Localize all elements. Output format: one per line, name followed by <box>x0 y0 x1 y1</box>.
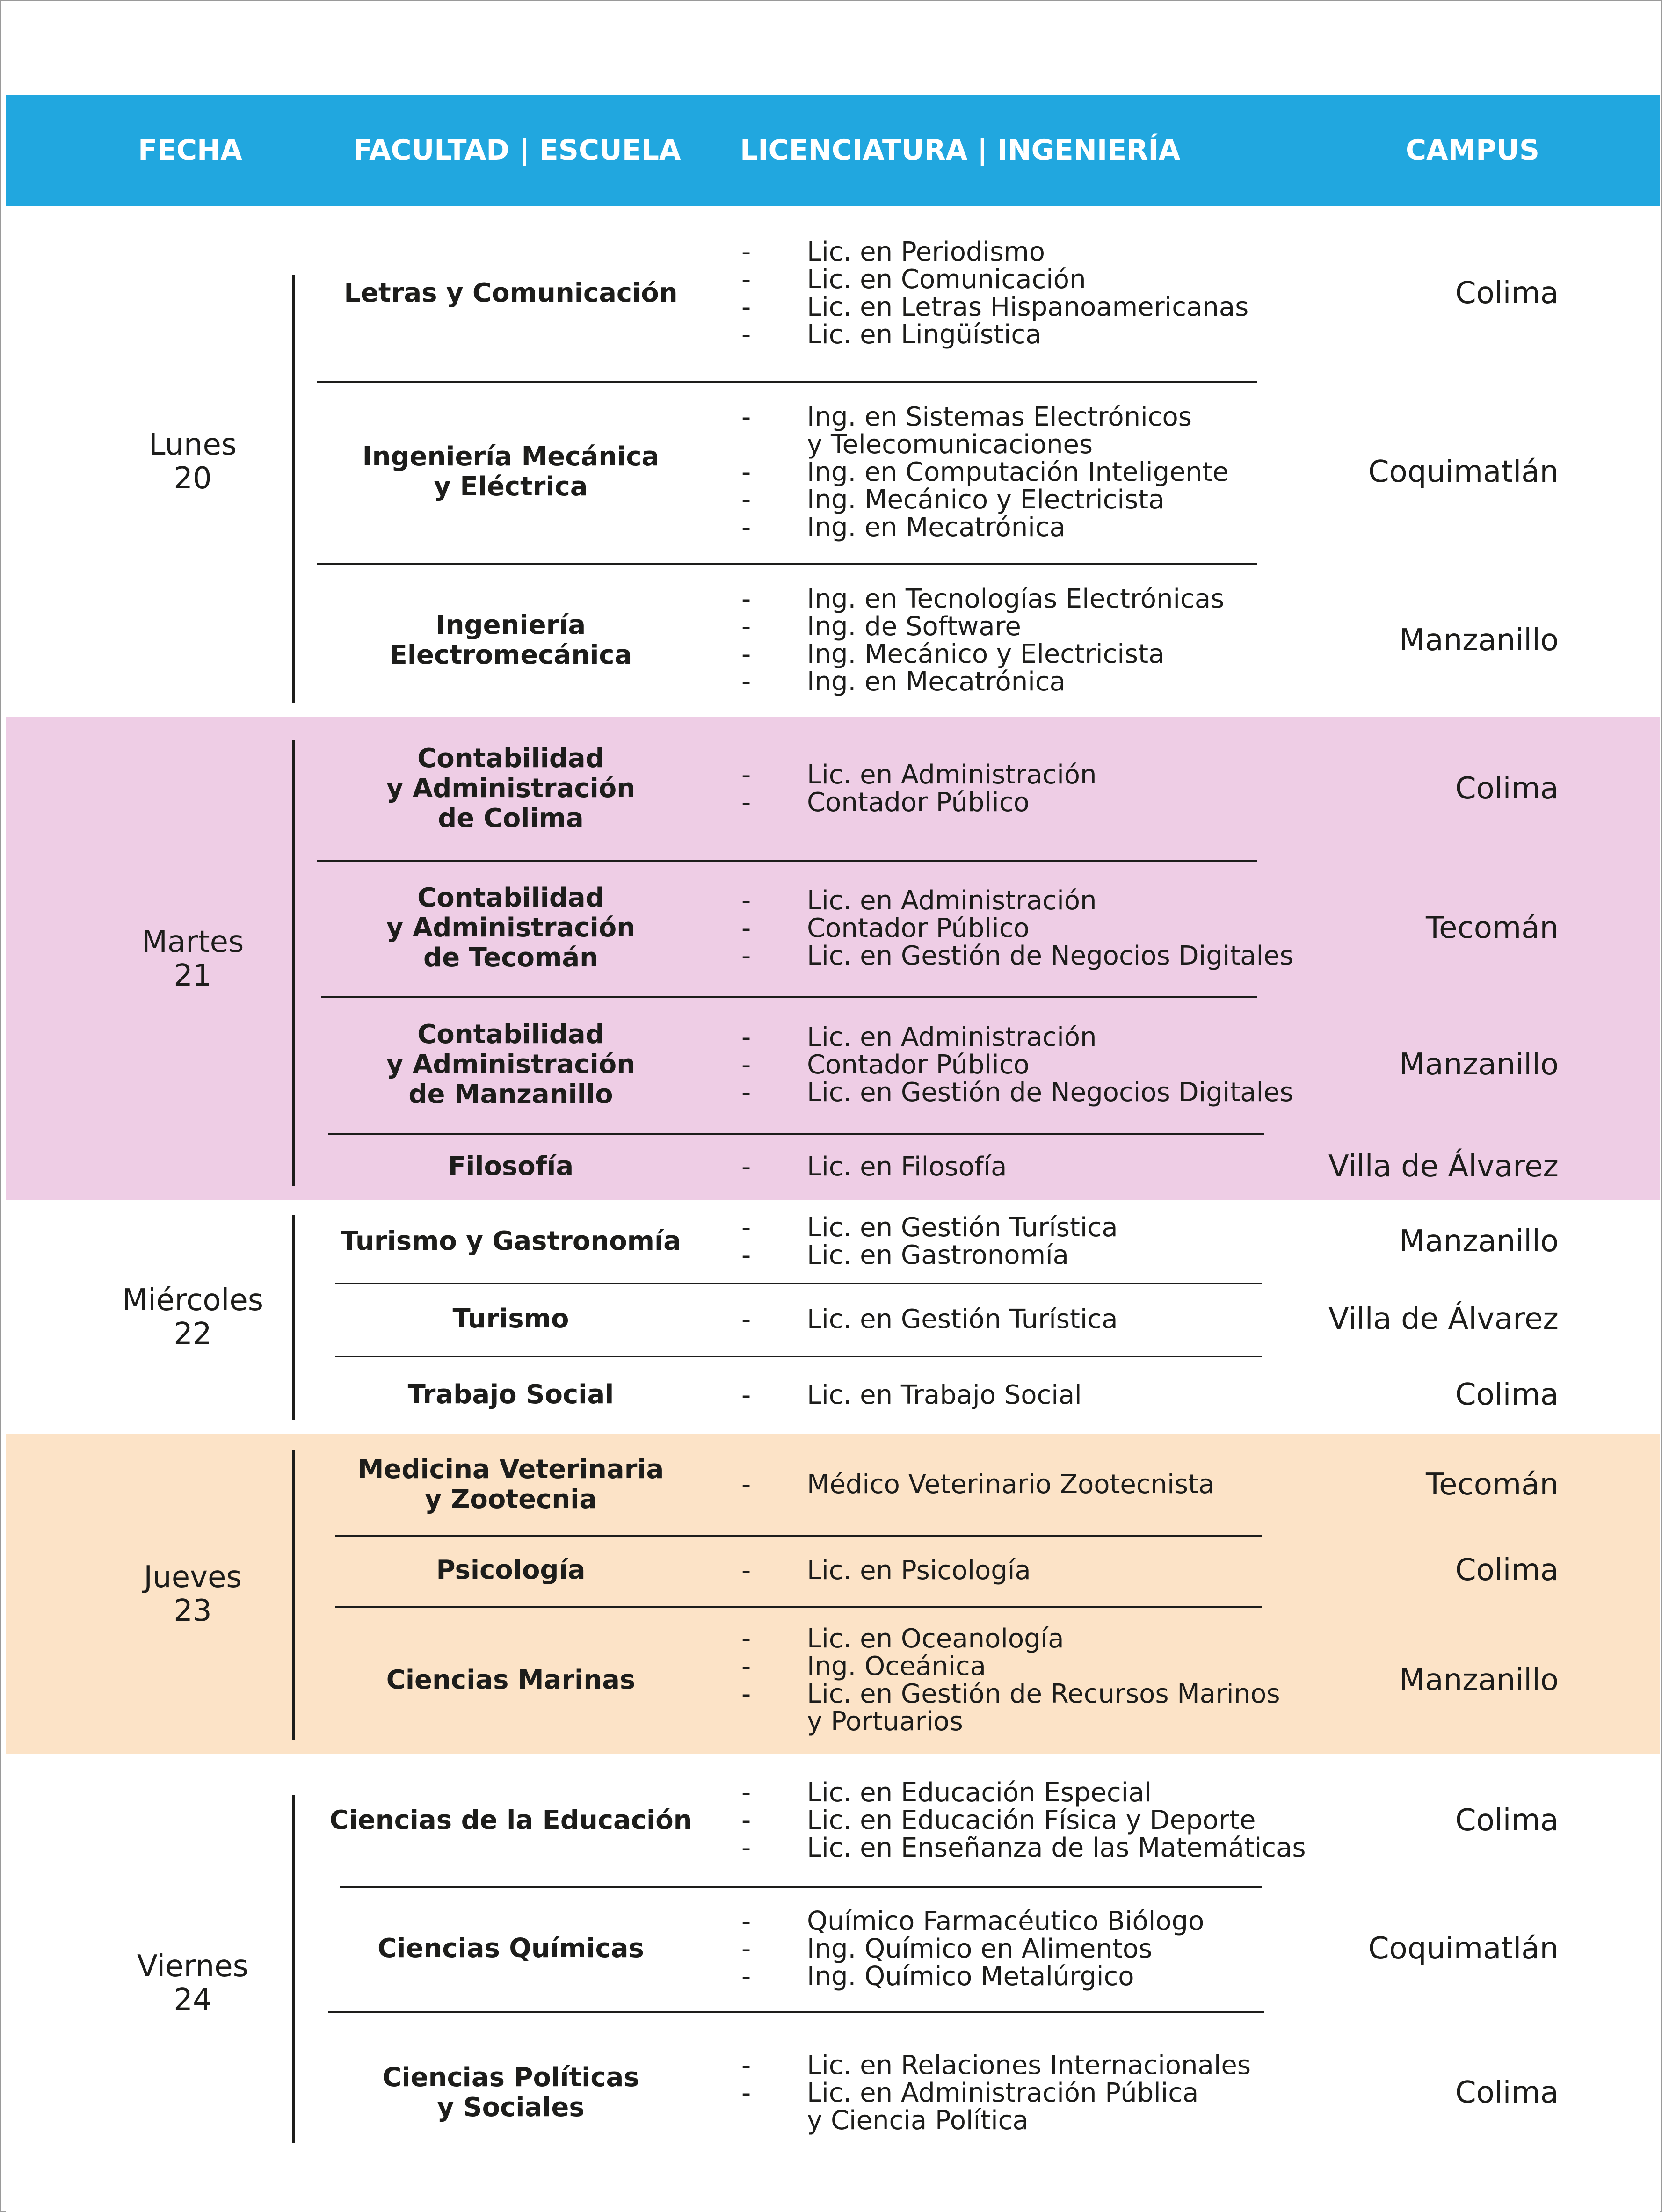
degree-item: - Lic. en Trabajo Social <box>735 1381 1320 1409</box>
degree-item: - Lic. en Oceanología <box>735 1625 1320 1653</box>
degree-list <box>735 1200 1320 1283</box>
campus-name: Manzanillo <box>1399 1662 1559 1697</box>
facultad-line: y Administración <box>386 773 636 804</box>
degree-item-continuation: y Portuarios <box>807 1706 963 1737</box>
day-block-jueves <box>6 1434 1660 1754</box>
day-name: Miércoles <box>122 1283 264 1318</box>
facultad-line: Ingeniería <box>435 609 586 640</box>
facultad-line: de Colima <box>438 803 584 834</box>
campus-name: Villa de Álvarez <box>1328 1302 1559 1336</box>
degree-item: - Lic. en Gestión de Negocios Digitales <box>735 942 1320 970</box>
degree-list <box>735 1606 1320 1754</box>
degree-item: - Médico Veterinario Zootecnista <box>735 1471 1320 1498</box>
degree-item: - Lic. en Administración Pública <box>735 2079 1320 2107</box>
degree-item: - Lic. en Administración <box>735 1023 1320 1051</box>
facultad-line: Contabilidad <box>417 743 604 774</box>
degree-item-continuation: y Ciencia Política <box>807 2105 1029 2136</box>
campus-name: Colima <box>1455 771 1559 806</box>
facultad-line: y Zootecnia <box>424 1484 597 1515</box>
degree-item: - Lic. en Gestión Turística <box>735 1305 1320 1333</box>
degree-item: - Químico Farmacéutico Biólogo <box>735 1907 1320 1935</box>
campus-name: Colima <box>1455 1553 1559 1588</box>
degree-item-continuation: y Telecomunicaciones <box>807 429 1093 460</box>
facultad-name <box>324 563 698 717</box>
degree-item: - Ing. Químico en Alimentos <box>735 1935 1320 1963</box>
header-campus: CAMPUS <box>1406 134 1540 167</box>
facultad-line: y Eléctrica <box>434 471 588 502</box>
degree-item: - Lic. en Gestión de Negocios Digitales <box>735 1079 1320 1106</box>
facultad-line: Filosofía <box>448 1151 574 1182</box>
degree-item: - Lic. en Administración <box>735 761 1320 789</box>
degree-item: - Lic. en Periodismo <box>735 238 1320 266</box>
degree-item: - Ing. en Tecnologías Electrónicas <box>735 585 1320 613</box>
degree-list <box>735 1133 1320 1200</box>
facultad-line: de Tecomán <box>423 943 598 973</box>
day-divider <box>292 740 295 1186</box>
degree-item: - Lic. en Filosofía <box>735 1153 1320 1181</box>
facultad-name <box>324 1606 698 1754</box>
facultad-line: Turismo y Gastronomía <box>341 1226 681 1256</box>
facultad-line: de Manzanillo <box>408 1079 613 1110</box>
degree-list <box>735 563 1320 717</box>
facultad-line: Contabilidad <box>417 1019 604 1050</box>
facultad-name <box>324 1754 698 1886</box>
facultad-line: Ciencias Químicas <box>377 1933 644 1964</box>
day-number: 23 <box>174 1594 212 1628</box>
degree-item: - Lic. en Comunicación <box>735 266 1320 293</box>
facultad-name <box>324 1283 698 1356</box>
facultad-name <box>324 1434 698 1535</box>
campus-name: Manzanillo <box>1399 623 1559 658</box>
day-divider <box>292 1450 295 1740</box>
facultad-line: y Sociales <box>437 2092 585 2123</box>
degree-item: - Lic. en Gastronomía <box>735 1241 1320 1269</box>
degree-item: - Ing. en Sistemas Electrónicos <box>735 403 1320 431</box>
day-label <box>62 1200 324 1434</box>
degree-list <box>735 381 1320 563</box>
facultad-line: y Administración <box>386 1049 636 1080</box>
facultad-name <box>324 381 698 563</box>
degree-item: - Lic. en Relaciones Internacionales <box>735 2052 1320 2079</box>
campus-name: Coquimatlán <box>1368 1931 1559 1966</box>
day-name: Viernes <box>137 1949 248 1984</box>
degree-item: - Ing. en Mecatrónica <box>735 514 1320 541</box>
facultad-name <box>324 1886 698 2011</box>
facultad-name <box>324 717 698 860</box>
degree-list <box>735 1535 1320 1606</box>
table-header <box>6 95 1660 206</box>
day-number: 22 <box>174 1317 212 1351</box>
campus-name: Tecomán <box>1425 911 1559 945</box>
facultad-line: Turismo <box>452 1304 569 1334</box>
degree-list <box>735 1434 1320 1535</box>
facultad-line: y Administración <box>386 913 636 943</box>
facultad-line: Electromecánica <box>389 639 632 670</box>
facultad-name <box>324 996 698 1133</box>
header-facultad: FACULTAD | ESCUELA <box>353 134 681 167</box>
day-name: Martes <box>141 924 244 959</box>
day-number: 24 <box>174 1982 212 2017</box>
degree-item: - Lic. en Psicología <box>735 1557 1320 1584</box>
degree-item: - Lic. en Lingüística <box>735 321 1320 348</box>
facultad-line: Ciencias Políticas <box>382 2062 639 2093</box>
day-divider <box>292 1215 295 1420</box>
degree-list <box>735 1356 1320 1434</box>
day-number: 20 <box>174 461 212 496</box>
header-licenciatura: LICENCIATURA | INGENIERÍA <box>740 134 1181 167</box>
degree-item: - Lic. en Letras Hispanoamericanas <box>735 293 1320 321</box>
day-block-viernes <box>6 1754 1660 2212</box>
facultad-name <box>324 860 698 996</box>
facultad-name <box>324 206 698 381</box>
degree-list <box>735 860 1320 996</box>
day-name: Lunes <box>148 427 237 462</box>
campus-name: Tecomán <box>1425 1467 1559 1502</box>
facultad-name <box>324 1356 698 1434</box>
day-label <box>62 1754 324 2212</box>
day-block-miércoles <box>6 1200 1660 1434</box>
facultad-name <box>324 1535 698 1606</box>
facultad-line: Ciencias de la Educación <box>329 1805 692 1835</box>
degree-list <box>735 1886 1320 2011</box>
facultad-line: Psicología <box>436 1555 586 1585</box>
facultad-line: Contabilidad <box>417 883 604 913</box>
day-label <box>62 206 324 717</box>
day-name: Jueves <box>144 1560 242 1595</box>
degree-list <box>735 717 1320 860</box>
degree-item: - Lic. en Educación Especial <box>735 1779 1320 1806</box>
degree-list <box>735 2011 1320 2175</box>
day-number: 21 <box>174 958 212 993</box>
facultad-line: Trabajo Social <box>407 1379 614 1410</box>
day-label <box>62 717 324 1200</box>
degree-item: - Ing. de Software <box>735 613 1320 640</box>
campus-name: Manzanillo <box>1399 1224 1559 1259</box>
facultad-line: Ingeniería Mecánica <box>362 442 660 472</box>
facultad-name <box>324 1133 698 1200</box>
degree-item: - Lic. en Administración <box>735 887 1320 914</box>
degree-list <box>735 1754 1320 1886</box>
degree-item: - Lic. en Educación Física y Deporte <box>735 1806 1320 1834</box>
degree-item: - Ing. Oceánica <box>735 1653 1320 1680</box>
campus-name: Villa de Álvarez <box>1328 1149 1559 1184</box>
degree-item: - Lic. en Gestión Turística <box>735 1214 1320 1241</box>
degree-item: - Ing. Mecánico y Electricista <box>735 640 1320 668</box>
degree-item: - Ing. Químico Metalúrgico <box>735 1963 1320 1990</box>
campus-name: Colima <box>1455 1378 1559 1412</box>
day-divider <box>292 275 295 703</box>
day-block-martes <box>6 717 1660 1200</box>
day-label <box>62 1434 324 1754</box>
campus-name: Colima <box>1455 2075 1559 2110</box>
degree-item: - Contador Público <box>735 789 1320 816</box>
campus-name: Manzanillo <box>1399 1047 1559 1082</box>
degree-item: - Ing. Mecánico y Electricista <box>735 486 1320 514</box>
degree-list <box>735 996 1320 1133</box>
degree-item: - Contador Público <box>735 1051 1320 1079</box>
degree-item: - Ing. en Mecatrónica <box>735 668 1320 696</box>
degree-list <box>735 206 1320 381</box>
facultad-line: Medicina Veterinaria <box>357 1454 664 1485</box>
facultad-line: Ciencias Marinas <box>386 1664 636 1695</box>
degree-item: - Lic. en Enseñanza de las Matemáticas <box>735 1834 1320 1862</box>
day-block-lunes <box>6 206 1660 717</box>
facultad-name <box>324 1200 698 1283</box>
facultad-line: Letras y Comunicación <box>344 278 678 308</box>
degree-list <box>735 1283 1320 1356</box>
degree-item: - Lic. en Gestión de Recursos Marinos <box>735 1680 1320 1708</box>
campus-name: Coquimatlán <box>1368 455 1559 489</box>
campus-name: Colima <box>1455 276 1559 311</box>
facultad-name <box>324 2011 698 2175</box>
header-fecha: FECHA <box>138 134 242 167</box>
degree-item: - Contador Público <box>735 914 1320 942</box>
degree-item: - Ing. en Computación Inteligente <box>735 458 1320 486</box>
campus-name: Colima <box>1455 1803 1559 1838</box>
day-divider <box>292 1795 295 2143</box>
